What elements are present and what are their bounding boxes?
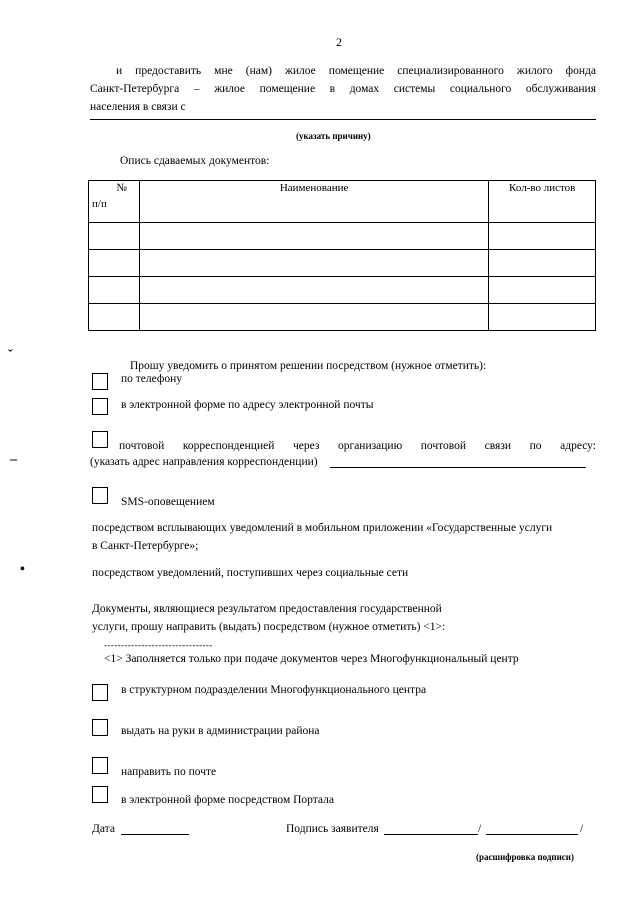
- intro-line-1: и предоставить мне (нам) жилое помещение специализированного жилого фонда: [116, 65, 596, 77]
- cell-sheets[interactable]: [489, 223, 596, 250]
- post-label: почтовой корреспонденцией через организацию почтовой связи по адресу:: [119, 440, 596, 452]
- email-label: в электронной форме по адресу электронной почты: [121, 399, 374, 411]
- portal-label: в электронной форме посредством Портала: [121, 794, 334, 806]
- page-number: 2: [336, 35, 342, 49]
- cell-name[interactable]: [139, 250, 489, 277]
- scan-mark: •: [20, 562, 25, 577]
- cell-name[interactable]: [139, 277, 489, 304]
- cell-number[interactable]: [89, 277, 140, 304]
- table-row: [89, 223, 596, 250]
- decode-hint: (расшифровка подписи): [476, 852, 574, 862]
- post-address-hint: (указать адрес направления корреспонденции): [90, 456, 318, 468]
- signature-slash-1: /: [478, 823, 482, 835]
- cell-number[interactable]: [89, 304, 140, 331]
- inventory-header-row: [89, 181, 596, 223]
- cell-name[interactable]: [139, 304, 489, 331]
- signature-decode-line[interactable]: [486, 834, 578, 835]
- phone-label: по телефону: [121, 373, 182, 385]
- email-checkbox[interactable]: [92, 398, 108, 415]
- result-line-2: услуги, прошу направить (выдать) посредством (нужное отметить) <1>:: [92, 621, 446, 633]
- footnote-separator: --------------------------------: [104, 640, 213, 650]
- sms-label: SMS-оповещением: [121, 496, 215, 508]
- inventory-table: [88, 180, 596, 331]
- admin-checkbox[interactable]: [92, 719, 108, 736]
- intro-line-3: населения в связи с: [90, 101, 186, 113]
- cell-sheets[interactable]: [489, 250, 596, 277]
- header-name: Наименование: [139, 181, 489, 223]
- reason-field-line[interactable]: [90, 119, 596, 120]
- admin-label: выдать на руки в администрации района: [121, 725, 320, 737]
- table-row: [89, 250, 596, 277]
- post-address-line[interactable]: [330, 467, 586, 468]
- post-checkbox[interactable]: [92, 431, 108, 448]
- cell-sheets[interactable]: [489, 277, 596, 304]
- mfc-label: в структурном подразделении Многофункционального центра: [121, 684, 427, 696]
- mail-checkbox[interactable]: [92, 757, 108, 774]
- app-line-1: посредством всплывающих уведомлений в мобильном приложении «Государственные услуги: [92, 522, 553, 534]
- table-row: [89, 277, 596, 304]
- date-field-line[interactable]: [121, 834, 189, 835]
- portal-checkbox[interactable]: [92, 786, 108, 803]
- cell-number[interactable]: [89, 223, 140, 250]
- cell-sheets[interactable]: [489, 304, 596, 331]
- signature-field-line[interactable]: [384, 834, 478, 835]
- cell-number[interactable]: [89, 250, 140, 277]
- reason-hint: (указать причину): [296, 131, 371, 141]
- header-sheets: Кол-во листов: [489, 181, 596, 223]
- signature-label: Подпись заявителя: [286, 823, 379, 835]
- scan-mark: ˇ: [8, 348, 13, 363]
- phone-checkbox[interactable]: [92, 373, 108, 390]
- header-number-top: №: [116, 182, 127, 194]
- mfc-checkbox[interactable]: [92, 684, 108, 701]
- app-line-2: в Санкт-Петербурге»;: [92, 540, 199, 552]
- header-number-bottom: п/п: [92, 198, 107, 210]
- signature-slash-2: /: [580, 823, 584, 835]
- header-number: [89, 181, 140, 223]
- footnote: <1> Заполняется только при подаче документов через Многофункциональный центр: [104, 653, 519, 665]
- sms-checkbox[interactable]: [92, 487, 108, 504]
- scan-mark: –: [10, 452, 17, 467]
- date-label: Дата: [92, 823, 115, 835]
- cell-name[interactable]: [139, 223, 489, 250]
- result-line-1: Документы, являющиеся результатом предоставления государственной: [92, 603, 442, 615]
- notify-prompt: Прошу уведомить о принятом решении посредством (нужное отметить):: [130, 360, 487, 372]
- intro-line-2: Санкт-Петербурга – жилое помещение в домах системы социального обслуживания: [90, 83, 596, 95]
- social-label: посредством уведомлений, поступивших через социальные сети: [92, 567, 409, 579]
- table-row: [89, 304, 596, 331]
- inventory-title: Опись сдаваемых документов:: [120, 155, 270, 167]
- mail-label: направить по почте: [121, 766, 217, 778]
